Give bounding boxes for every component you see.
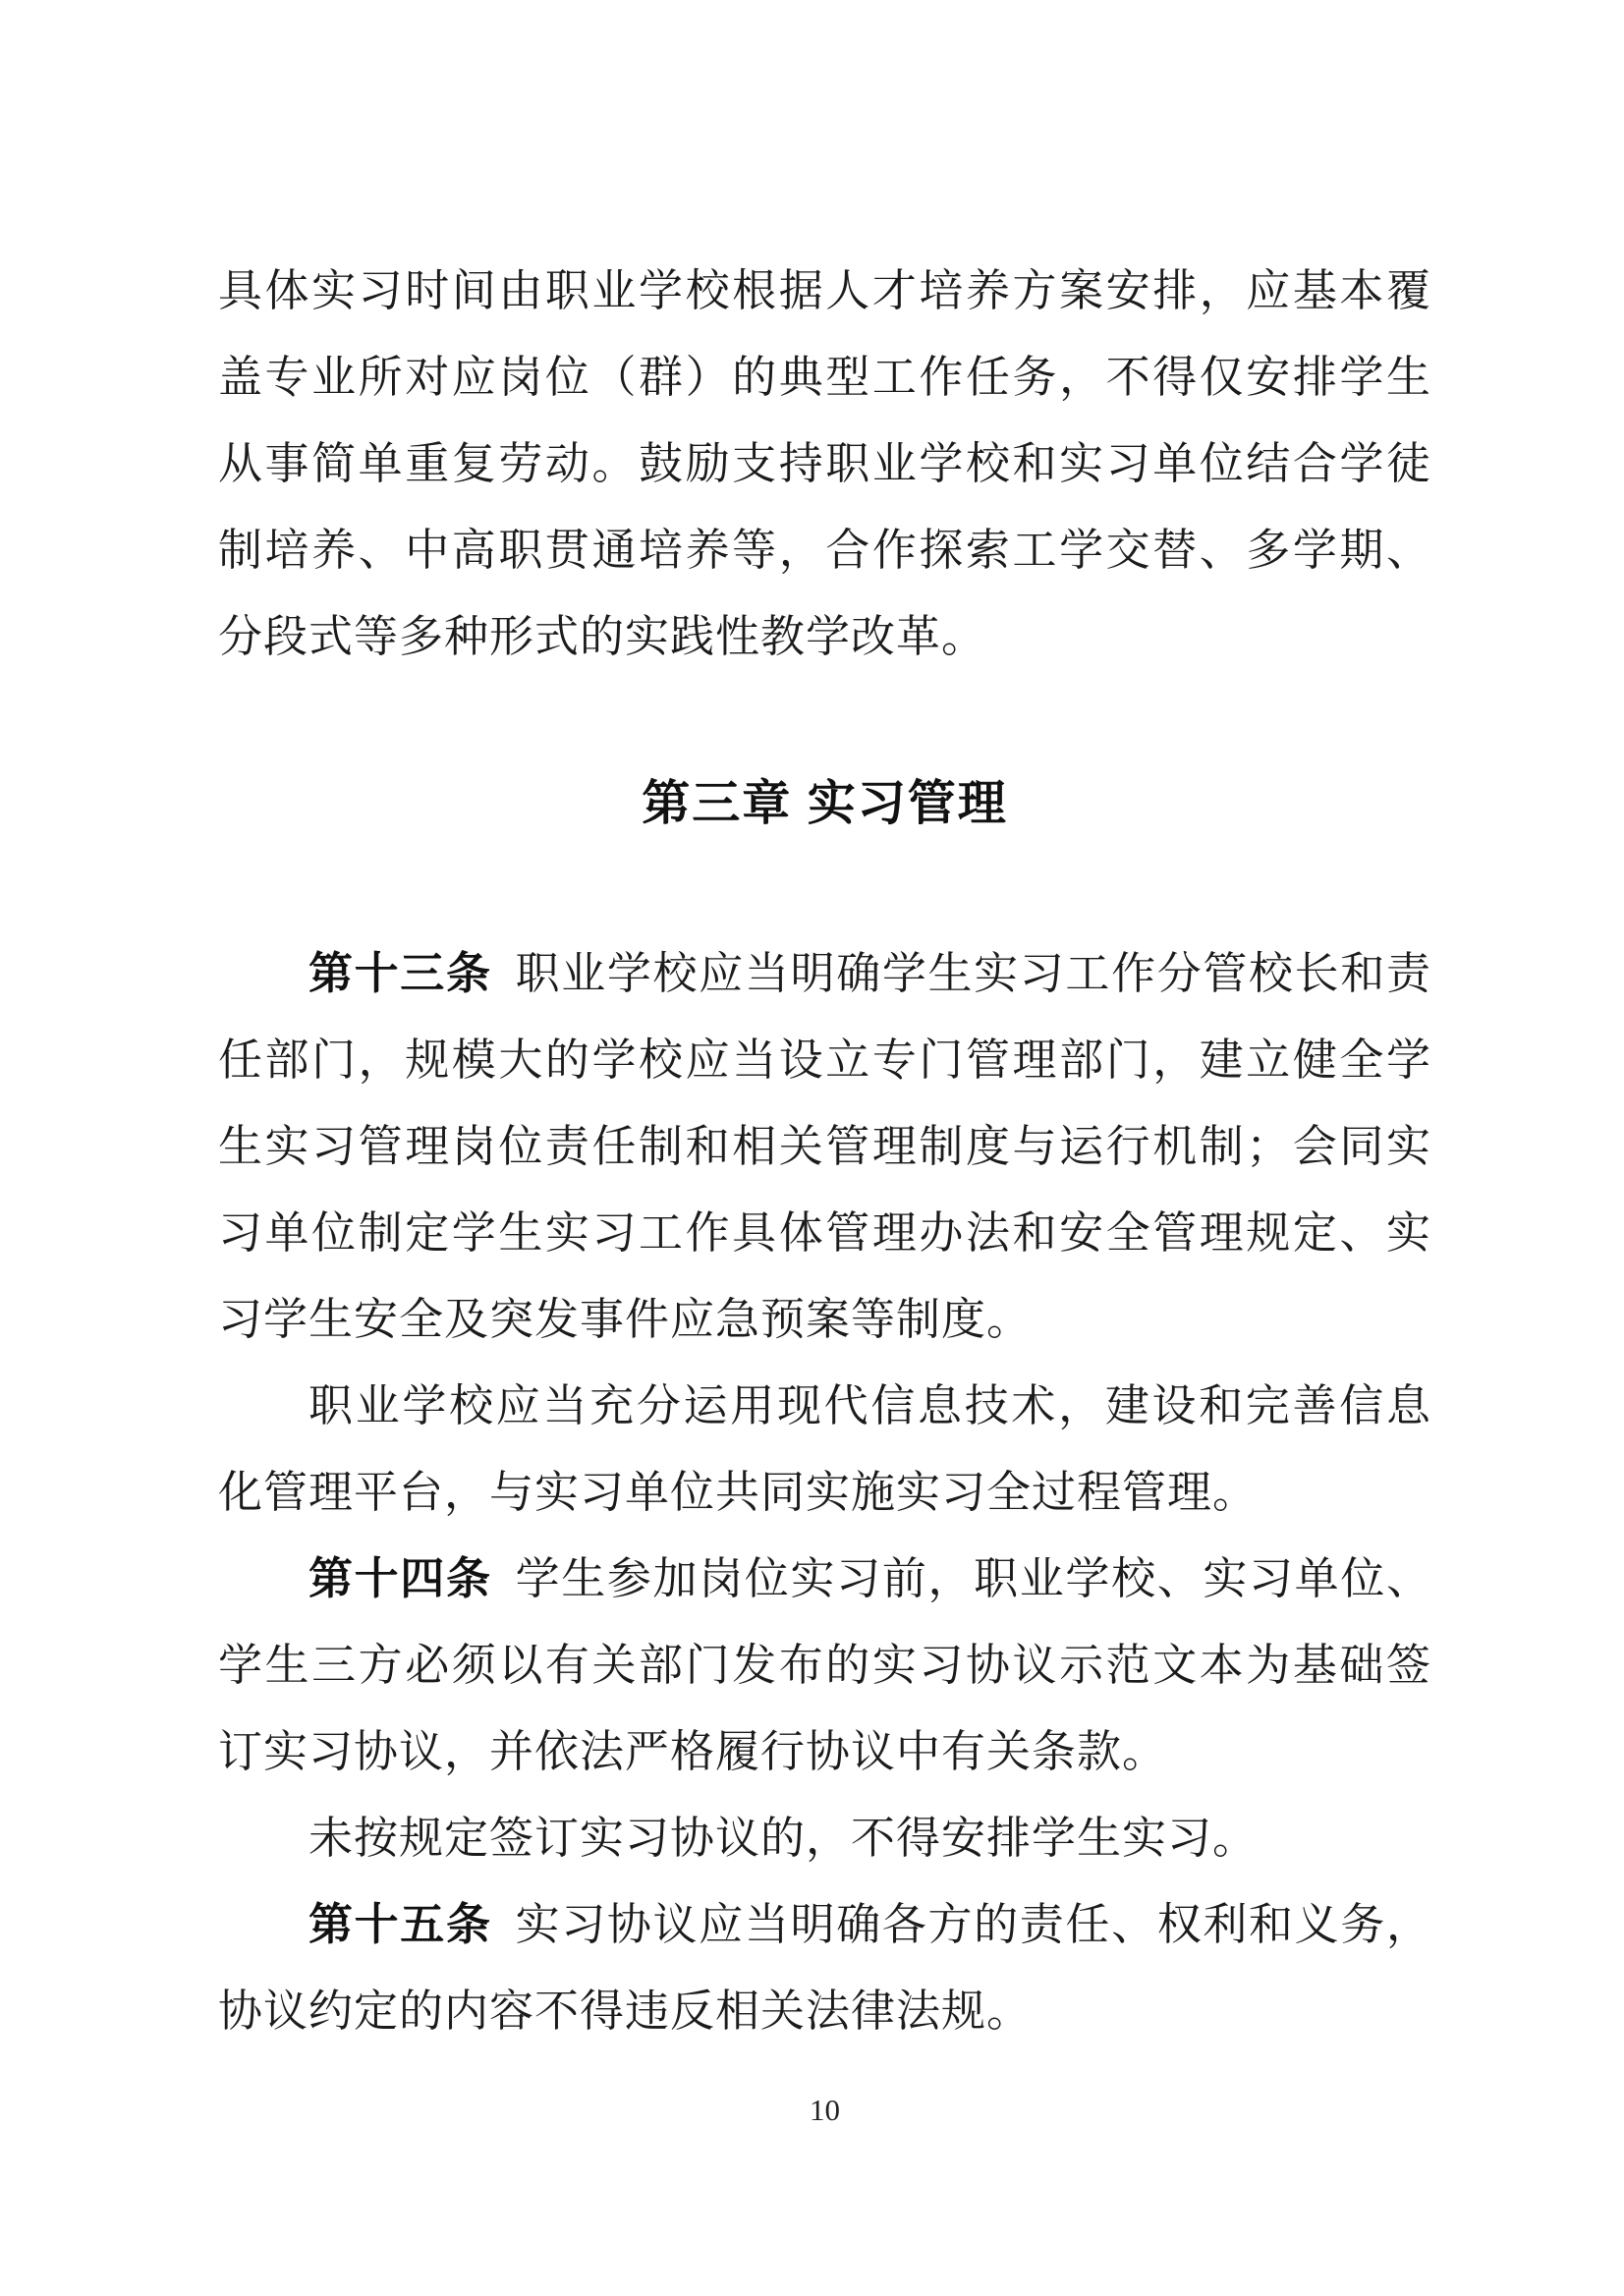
paragraph-text: 职业学校应当充分运用现代信息技术，建设和完善信息化管理平台，与实习单位共同实施实习全过程管理。 [218, 1381, 1431, 1517]
paragraph-no-agreement [218, 1795, 1431, 1881]
chapter-heading: 第三章 实习管理 [642, 777, 1008, 830]
article-number: 第十三条 [308, 949, 492, 998]
paragraph-text: 学生参加岗位实习前，职业学校、实习单位、学生三方必须以有关部门发布的实习协议示范文本为基础签订实习协议，并依法严格履行协议中有关条款。 [218, 1554, 1431, 1776]
article-number: 第十五条 [308, 1900, 492, 1949]
paragraph-article-14 [218, 1536, 1431, 1795]
paragraph-text: 职业学校应当明确学生实习工作分管校长和责任部门，规模大的学校应当设立专门管理部门，建立健全学生实习管理岗位责任制和相关管理制度与运行机制；会同实习单位制定学生实习工作具体管理办法和安全管理规定、实习学生安全及突发事件应急预案等制度。 [218, 949, 1431, 1344]
page-content [218, 248, 1431, 2054]
paragraph-article-13 [218, 930, 1431, 1363]
page-number: 10 [810, 2093, 840, 2127]
paragraph-text: 实习协议应当明确各方的责任、权利和义务，协议约定的内容不得违反相关法律法规。 [218, 1900, 1431, 2036]
paragraph-text: 未按规定签订实习协议的，不得安排学生实习。 [308, 1814, 1259, 1863]
paragraph-article-15 [218, 1881, 1431, 2054]
article-number: 第十四条 [308, 1554, 492, 1603]
paragraph-continuation [218, 248, 1431, 680]
paragraph-info-platform [218, 1363, 1431, 1536]
paragraph-text: 具体实习时间由职业学校根据人才培养方案安排，应基本覆盖专业所对应岗位（群）的典型工作任务，不得仅安排学生从事简单重复劳动。鼓励支持职业学校和实习单位结合学徒制培养、中高职贯通培养等，合作探索工学交替、多学期、分段式等多种形式的实践性教学改革。 [218, 266, 1431, 661]
